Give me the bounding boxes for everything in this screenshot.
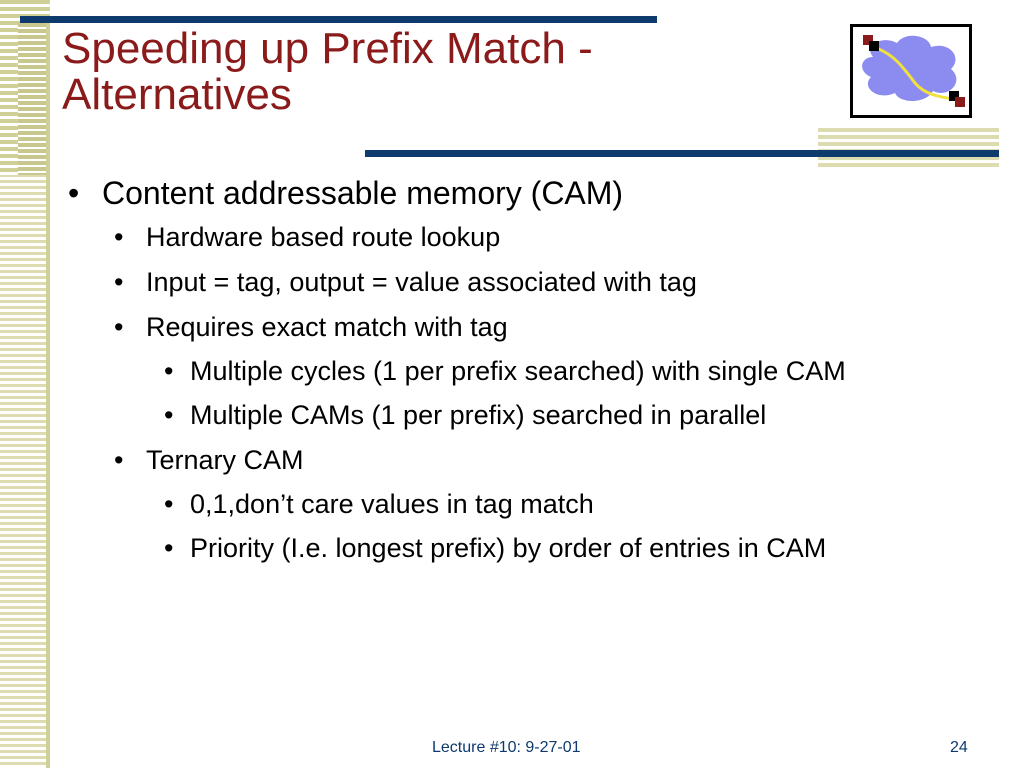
node-square-top-left-shadow xyxy=(869,41,879,51)
bullet-text: Multiple cycles (1 per prefix searched) with single CAM xyxy=(190,356,846,386)
bullet-dot: • xyxy=(114,222,124,252)
network-cloud-icon xyxy=(850,24,972,118)
bullet-dot: • xyxy=(164,400,174,430)
bullet-level-2 xyxy=(68,220,968,254)
bullet-list xyxy=(68,172,968,576)
bullet-text: Multiple CAMs (1 per prefix) searched in parallel xyxy=(190,400,767,430)
network-cloud-graphic xyxy=(853,27,969,115)
bullet-dot: • xyxy=(68,175,80,211)
bullet-dot: • xyxy=(164,489,174,519)
slide-title-line-1: Speeding up Prefix Match - xyxy=(62,24,593,73)
bullet-dot: • xyxy=(114,445,124,475)
bullet-level-2 xyxy=(68,310,968,344)
bullet-text: 0,1,don’t care values in tag match xyxy=(190,489,594,519)
bullet-text: Hardware based route lookup xyxy=(146,222,501,252)
accent-stripe-block xyxy=(818,128,999,168)
bullet-dot: • xyxy=(164,533,174,563)
bullet-text: Ternary CAM xyxy=(146,445,304,475)
bullet-level-1 xyxy=(68,172,968,214)
bullet-text: Priority (I.e. longest prefix) by order of entries in CAM xyxy=(190,533,827,563)
node-square-bottom-right xyxy=(955,97,965,107)
bullet-dot: • xyxy=(114,267,124,297)
bullet-level-2 xyxy=(68,443,968,477)
bullet-level-3 xyxy=(68,399,968,431)
bullet-text: Requires exact match with tag xyxy=(146,312,508,342)
slide-title-line-2: Alternatives xyxy=(62,70,292,119)
bullet-text: Input = tag, output = value associated with tag xyxy=(146,267,697,297)
bullet-text: Content addressable memory (CAM) xyxy=(102,175,624,211)
footer-lecture-label: Lecture #10: 9-27-01 xyxy=(432,739,581,756)
vertical-rule xyxy=(46,16,50,768)
slide-title xyxy=(62,26,802,118)
title-underline-rule xyxy=(365,150,999,157)
bullet-level-3 xyxy=(68,355,968,387)
bullet-level-3 xyxy=(68,488,968,520)
bullet-level-3 xyxy=(68,532,968,564)
bullet-dot: • xyxy=(114,312,124,342)
bullet-dot: • xyxy=(164,356,174,386)
bullet-level-2 xyxy=(68,265,968,299)
top-rule xyxy=(20,16,657,23)
footer-page-number: 24 xyxy=(950,739,968,756)
